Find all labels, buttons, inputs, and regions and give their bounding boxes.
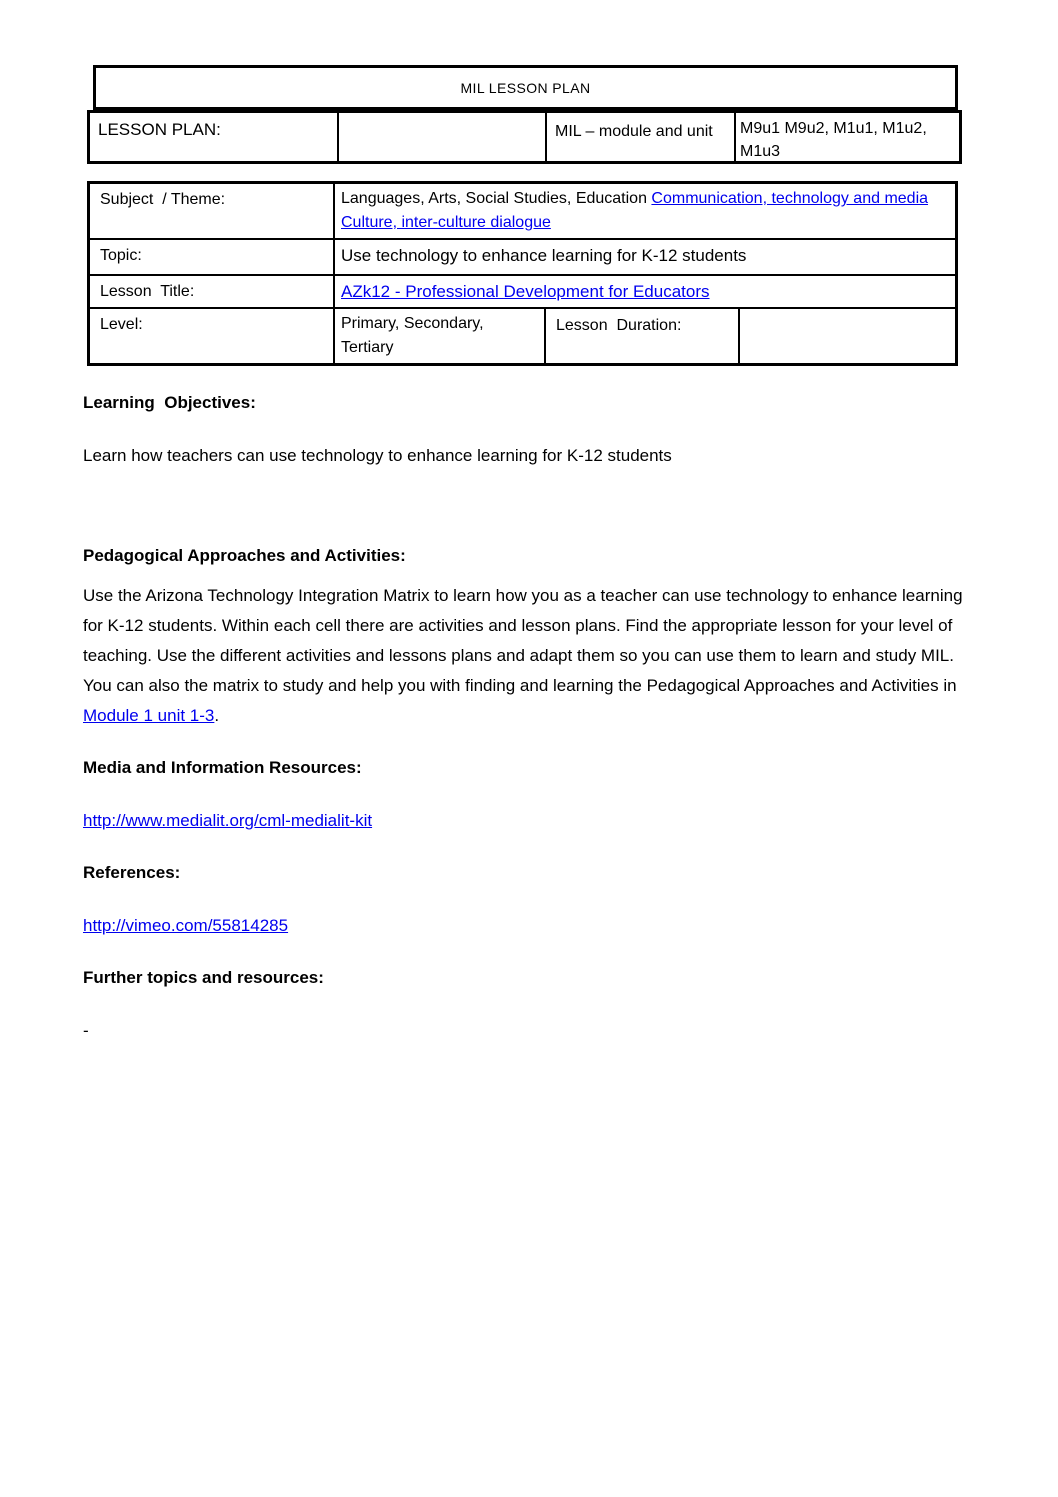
level-value: Primary, Secondary, Tertiary — [335, 309, 546, 363]
subject-value — [335, 184, 955, 238]
medialit-link[interactable]: http://www.medialit.org/cml-medialit-kit — [83, 811, 373, 830]
references-link-line — [83, 911, 968, 941]
media-link-line — [83, 806, 968, 836]
table-title: MIL LESSON PLAN — [93, 65, 958, 110]
vimeo-link[interactable]: http://vimeo.com/55814285 — [83, 916, 289, 935]
mil-lesson-plan-table — [87, 65, 962, 164]
lesson-plan-row — [87, 110, 962, 164]
subject-text: Languages, Arts, Social Studies, Education — [341, 190, 652, 207]
lesson-title-value — [335, 276, 955, 307]
topic-row — [90, 238, 955, 274]
topic-value: Use technology to enhance learning for K-12 students — [341, 246, 747, 265]
further-topics-text: - — [83, 1021, 89, 1040]
media-resources-heading: Media and Information Resources: — [83, 758, 362, 777]
subject-row — [90, 184, 955, 238]
references-heading: References: — [83, 863, 181, 882]
lesson-title-label: Lesson Title: — [90, 276, 335, 307]
lesson-title-link[interactable]: AZk12 - Professional Development for Educators — [341, 282, 710, 301]
mil-module-value-cell: M9u1 M9u2, M1u1, M1u2, M1u3 — [740, 120, 927, 160]
pedagogical-paragraph — [83, 581, 968, 731]
level-row — [90, 307, 955, 363]
topic-label: Topic: — [90, 240, 335, 274]
pedagogical-heading: Pedagogical Approaches and Activities: — [83, 546, 406, 565]
pedagogical-text: Use the Arizona Technology Integration Matrix to learn how you as a teacher can use technology to enhance learning for K-12 students. Within each cell there are activities and lesson plans. Find the appropriate lesson for your level of teaching. Use the different activities and lessons plans and adapt them so you can use them to learn and study MIL. You can also the matrix to study and help you with finding and learning the Pedagogical Approaches and Activities in — [83, 586, 963, 695]
lesson-duration-label: Lesson Duration: — [546, 309, 740, 363]
learning-objectives-text: Learn how teachers can use technology to enhance learning for K-12 students — [83, 446, 672, 465]
learning-objectives-heading: Learning Objectives: — [83, 393, 256, 412]
lesson-duration-value — [740, 309, 955, 363]
subject-label: Subject / Theme: — [90, 184, 335, 238]
further-topics-heading: Further topics and resources: — [83, 968, 324, 987]
module-link[interactable]: Module 1 unit 1-3 — [83, 706, 215, 725]
level-label: Level: — [90, 309, 335, 363]
document-body — [83, 392, 968, 1046]
subject-theme-link[interactable]: Communication, technology and media Culture, inter-culture dialogue — [341, 190, 929, 231]
lesson-title-row — [90, 274, 955, 307]
lesson-plan-value-cell — [339, 113, 547, 161]
lesson-info-table — [87, 181, 958, 366]
lesson-plan-label-cell: LESSON PLAN: — [90, 113, 339, 161]
mil-module-label-cell: MIL – module and unit — [547, 113, 736, 161]
pedagogical-period: . — [214, 706, 220, 725]
